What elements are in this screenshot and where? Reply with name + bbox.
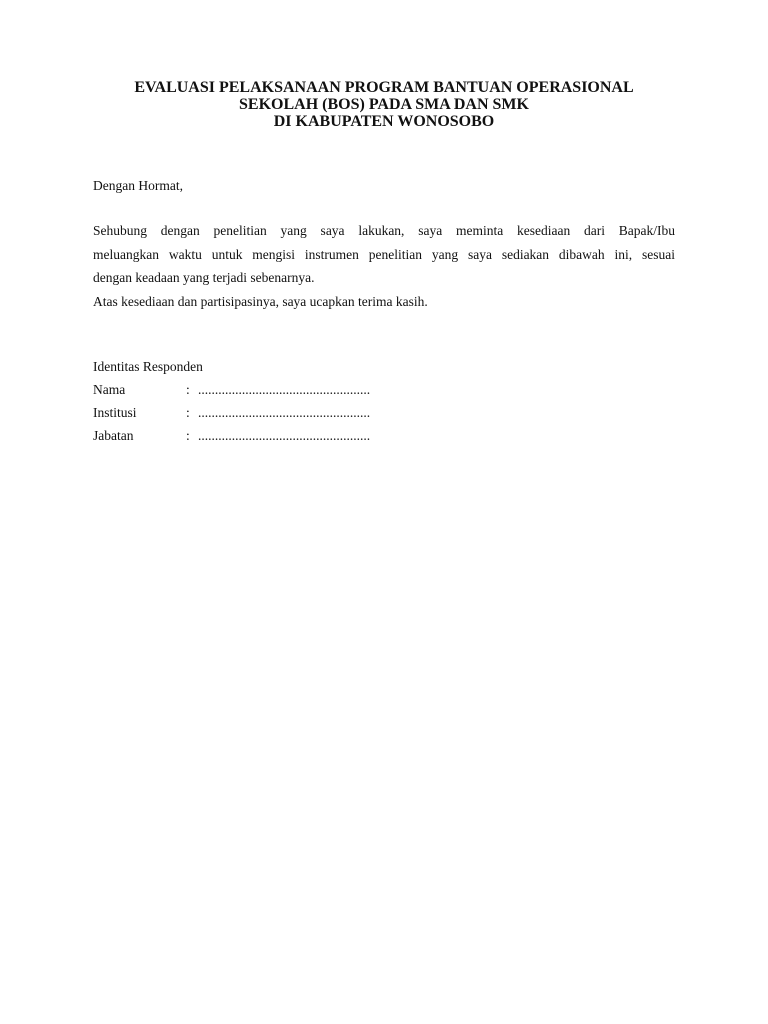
name-colon: : bbox=[186, 382, 190, 397]
identity-heading: Identitas Responden bbox=[93, 359, 203, 374]
body-line-1: Sehubung dengan penelitian yang saya lakukan, saya meminta kesediaan dari Bapak/Ibu bbox=[93, 223, 675, 238]
name-label: Nama bbox=[93, 382, 126, 397]
institution-colon: : bbox=[186, 405, 190, 420]
body-paragraph bbox=[93, 219, 675, 313]
body-line-2: meluangkan waktu untuk mengisi instrumen penelitian yang saya sediakan dibawah ini, sesuai bbox=[93, 246, 675, 262]
body-line-3: dengan keadaan yang terjadi sebenarnya. bbox=[93, 270, 315, 285]
salutation: Dengan Hormat, bbox=[93, 178, 183, 193]
position-label: Jabatan bbox=[93, 428, 134, 443]
identity-row-institution bbox=[93, 401, 370, 424]
identity-row-name bbox=[93, 378, 370, 401]
position-colon: : bbox=[186, 428, 190, 443]
institution-blank-field[interactable]: ................................................... bbox=[198, 405, 371, 420]
title-line-1: EVALUASI PELAKSANAAN PROGRAM BANTUAN OPERASIONAL bbox=[134, 79, 634, 96]
identity-row-position bbox=[93, 424, 370, 447]
position-blank-field[interactable]: ................................................... bbox=[198, 428, 371, 443]
document-title bbox=[0, 79, 768, 130]
institution-label: Institusi bbox=[93, 405, 137, 420]
title-line-2: SEKOLAH (BOS) PADA SMA DAN SMK bbox=[239, 96, 529, 113]
title-line-3: DI KABUPATEN WONOSOBO bbox=[273, 113, 495, 130]
respondent-identity bbox=[93, 355, 370, 447]
body-line-4: Atas kesediaan dan partisipasinya, saya ucapkan terima kasih. bbox=[93, 293, 428, 309]
name-blank-field[interactable]: ................................................... bbox=[198, 382, 371, 397]
